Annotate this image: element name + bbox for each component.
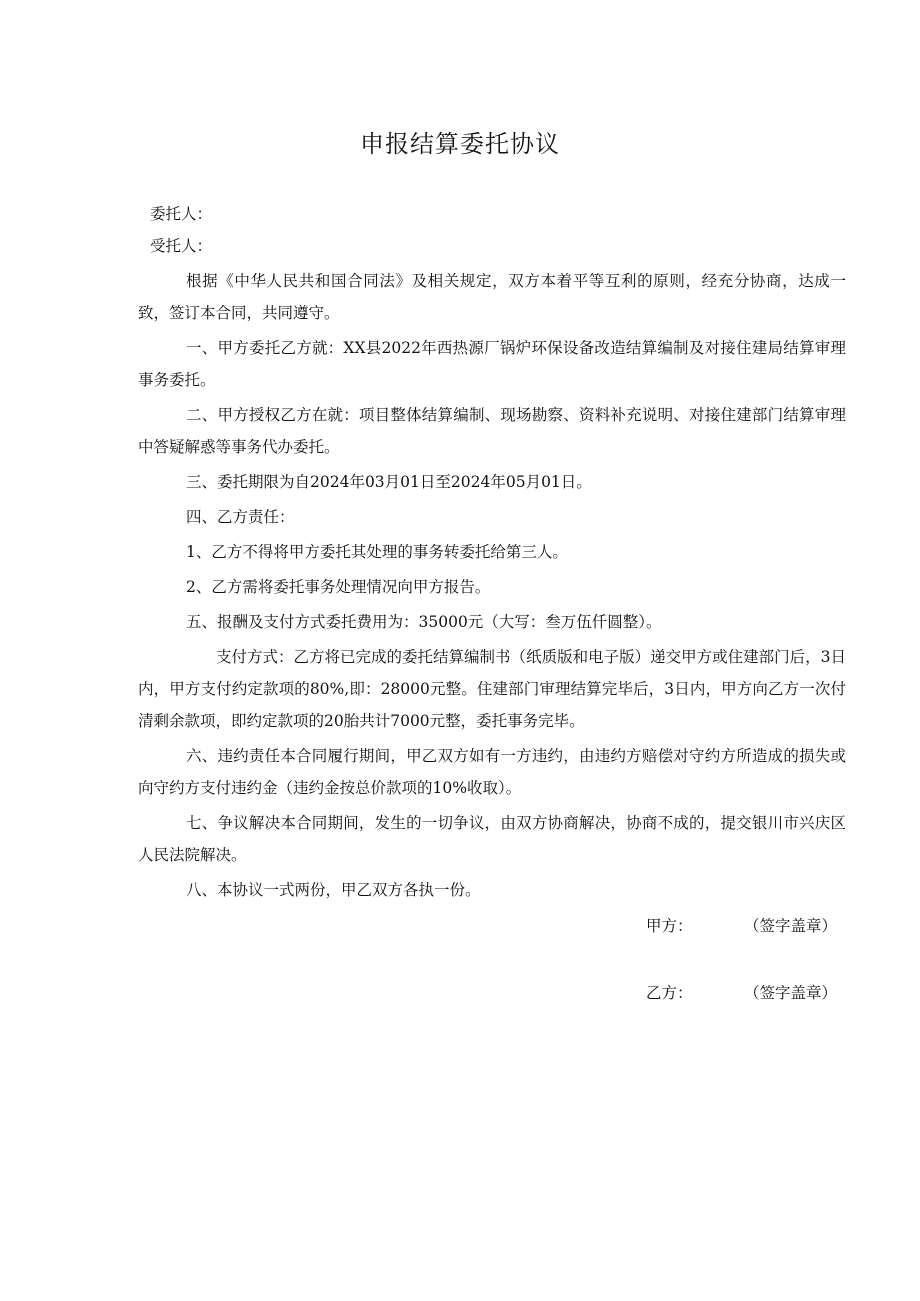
document-body [138,198,846,906]
clause-6-paragraph: 六、违约责任本合同履行期间，甲乙双方如有一方违约，由违约方赔偿对守约方所造成的损失或向守约方支付违约金（违约金按总价款项的10%收取）。 [138,747,846,797]
party-a-label: 甲方： [646,917,693,935]
clause-4-item-2: 2、乙方需将委托事务处理情况向甲方报告。 [186,578,491,596]
clause-4-item-1: 1、乙方不得将甲方委托其处理的事务转委托给第三人。 [186,543,568,561]
clause-2-paragraph: 二、甲方授权乙方在就：项目整体结算编制、现场勘察、资料补充说明、对接住建部门结算审理中答疑解惑等事务代办委托。 [138,406,846,456]
clause-1-paragraph: 一、甲方委托乙方就：XX县2022年西热源厂锅炉环保设备改造结算编制及对接住建局结算审理事务委托。 [138,339,846,389]
agent-line: 受托人： [150,237,213,255]
preamble-paragraph: 根据《中华人民共和国合同法》及相关规定，双方本着平等互利的原则，经充分协商，达成一致，签订本合同，共同遵守。 [138,272,846,322]
payment-method-paragraph: 支付方式：乙方将已完成的委托结算编制书（纸质版和电子版）递交甲方或住建部门后，3日内，甲方支付约定款项的80%,即：28000元整。住建部门审理结算完毕后，3日内，甲方向乙方一次付清剩余款项，即约定款项的20胎共计7000元整，委托事务完毕。 [138,648,846,730]
party-a-sign-note: （签字盖章） [744,917,838,935]
party-a-signature-line [646,914,837,938]
document-title: 申报结算委托协议 [360,130,560,158]
clause-8-paragraph: 八、本协议一式两份，甲乙双方各执一份。 [186,881,481,899]
clause-7-paragraph: 七、争议解决本合同期间，发生的一切争议，由双方协商解决，协商不成的，提交银川市兴庆区人民法院解决。 [138,814,846,864]
party-b-label: 乙方： [646,984,693,1002]
clause-4-heading: 四、乙方责任： [186,508,295,526]
clause-3-paragraph: 三、委托期限为自2024年03月01日至2024年05月01日。 [186,473,592,491]
client-line: 委托人： [150,205,213,223]
party-b-signature-line [646,981,837,1005]
party-b-sign-note: （签字盖章） [744,984,838,1002]
clause-5-paragraph: 五、报酬及支付方式委托费用为：35000元（大写：叁万伍仟圆整）。 [186,613,662,631]
